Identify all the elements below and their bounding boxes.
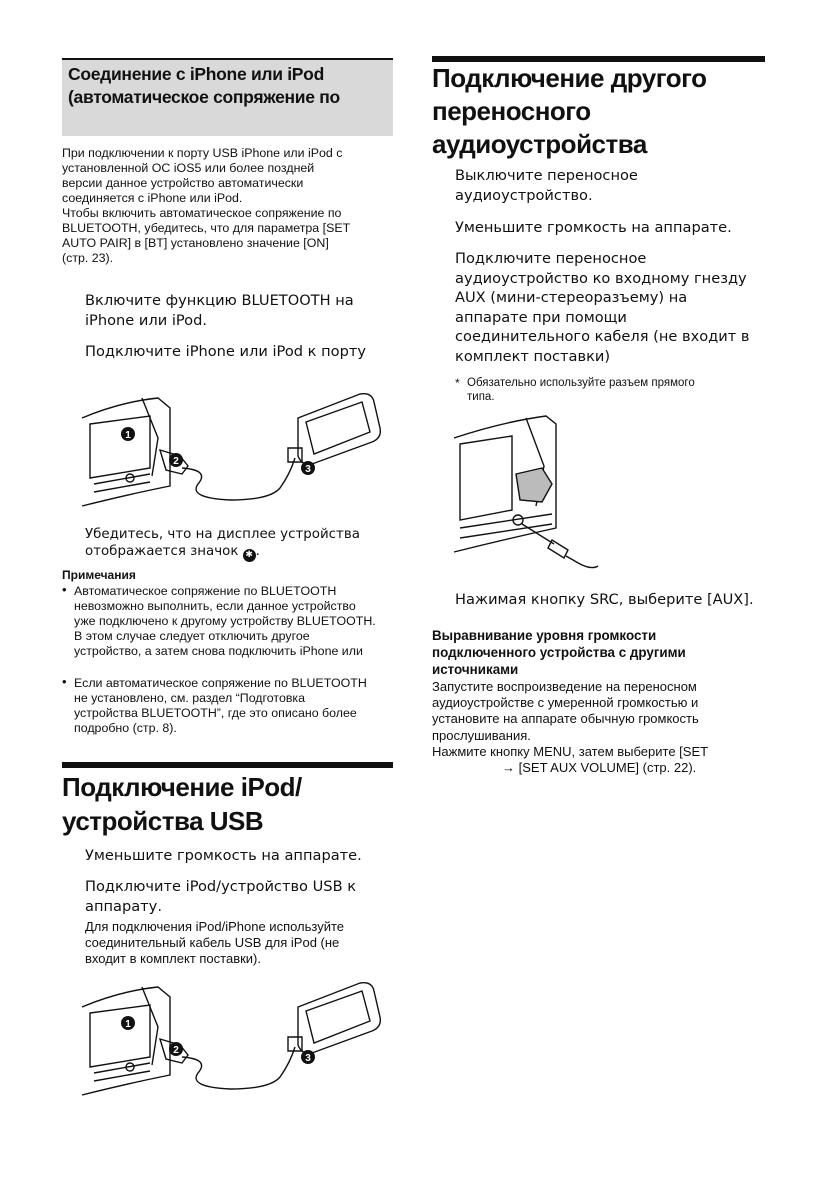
note-2-bullet: • — [62, 674, 67, 689]
callout-1-label: 1 — [125, 1019, 131, 1030]
auto-pair-title-1: Соединение с iPhone или iPod — [68, 64, 324, 84]
bluetooth-icon: ✱ — [243, 549, 256, 562]
callout-3-label: 3 — [305, 464, 311, 475]
footnote-mark: * — [455, 376, 460, 390]
callout-2-label: 2 — [173, 1045, 179, 1056]
notes-title: Примечания — [62, 568, 136, 582]
usb-step-volume: Уменьшите громкость на аппарате. — [85, 847, 362, 864]
aux-step-connect: Подключите переносное аудиоустройство ко входному гнезду AUX (мини-стереоразъему) на аппарате при помощи соединительного кабеля (не входит в комплект поставки) — [455, 250, 750, 365]
usb-step-connect: Подключите iPod/устройство USB к аппарату. — [85, 878, 357, 915]
usb-iphone-diagram — [80, 388, 410, 508]
usb-section-rule — [62, 762, 393, 768]
aux-cable-diagram — [452, 410, 602, 580]
note-1: Автоматическое сопряжение по BLUETOOTH невозможно выполнить, если данное устройство уже подключено к другому устройству BLUETOOTH. В этом случае следует отключить другое устройство, а затем снова подключить iPhone или — [74, 584, 376, 658]
aux-volume-body: Запустите воспроизведение на переносном аудиоустройстве с умеренной громкостью и установите на аппарате обычную громкость прослушивания. Нажмите кнопку MENU, затем выберите [SET → [SET AUX VOLUME] (стр. 22). — [432, 679, 709, 776]
intro-paragraph: При подключении к порту USB iPhone или iPod с установленной ОС iOS5 или более поздней версии данное устройство автоматически соединяется с iPhone или iPod. Чтобы включить автоматическое сопряжение по BLUETOOTH, убедитесь, что для параметра [SET AUTO PAIR] в [BT] установлено значение [ON] (стр. 23). — [62, 146, 351, 265]
aux-step-power-off: Выключите переносное аудиоустройство. — [455, 167, 638, 204]
aux-step-volume: Уменьшите громкость на аппарате. — [455, 219, 732, 236]
usb-section-title: Подключение iPod/ устройства USB — [62, 772, 302, 836]
confirm-bluetooth-icon: Убедитесь, что на дисплее устройства отображается значок ✱ . — [85, 527, 360, 560]
aux-section-title: Подключение другого переносного аудиоустройства — [432, 63, 707, 159]
auto-pair-title-2: (автоматическое сопряжение по — [68, 87, 340, 107]
usb-ipod-diagram — [80, 977, 410, 1097]
usb-step-body: Для подключения iPod/iPhone используйте соединительный кабель USB для iPod (не входит в комплект поставки). — [85, 919, 345, 966]
callout-3-label: 3 — [305, 1053, 311, 1064]
callout-2-label: 2 — [173, 456, 179, 467]
note-2: Если автоматическое сопряжение по BLUETOOTH не установлено, см. раздел “Подготовка устройства BLUETOOTH”, где это описано более подробно (стр. 8). — [74, 676, 367, 735]
note-1-bullet: • — [62, 582, 67, 597]
callout-1-label: 1 — [125, 430, 131, 441]
aux-footnote: Обязательно используйте разъем прямого типа. — [467, 377, 695, 403]
aux-step-select-src: Нажимая кнопку SRC, выберите [AUX]. — [455, 591, 754, 608]
aux-volume-title: Выравнивание уровня громкости подключенного устройства с другими источниками — [432, 628, 686, 677]
step-enable-bluetooth: Включите функцию BLUETOOTH на iPhone или iPod. — [85, 292, 354, 329]
step-connect-iphone: Подключите iPhone или iPod к порту — [85, 343, 366, 360]
